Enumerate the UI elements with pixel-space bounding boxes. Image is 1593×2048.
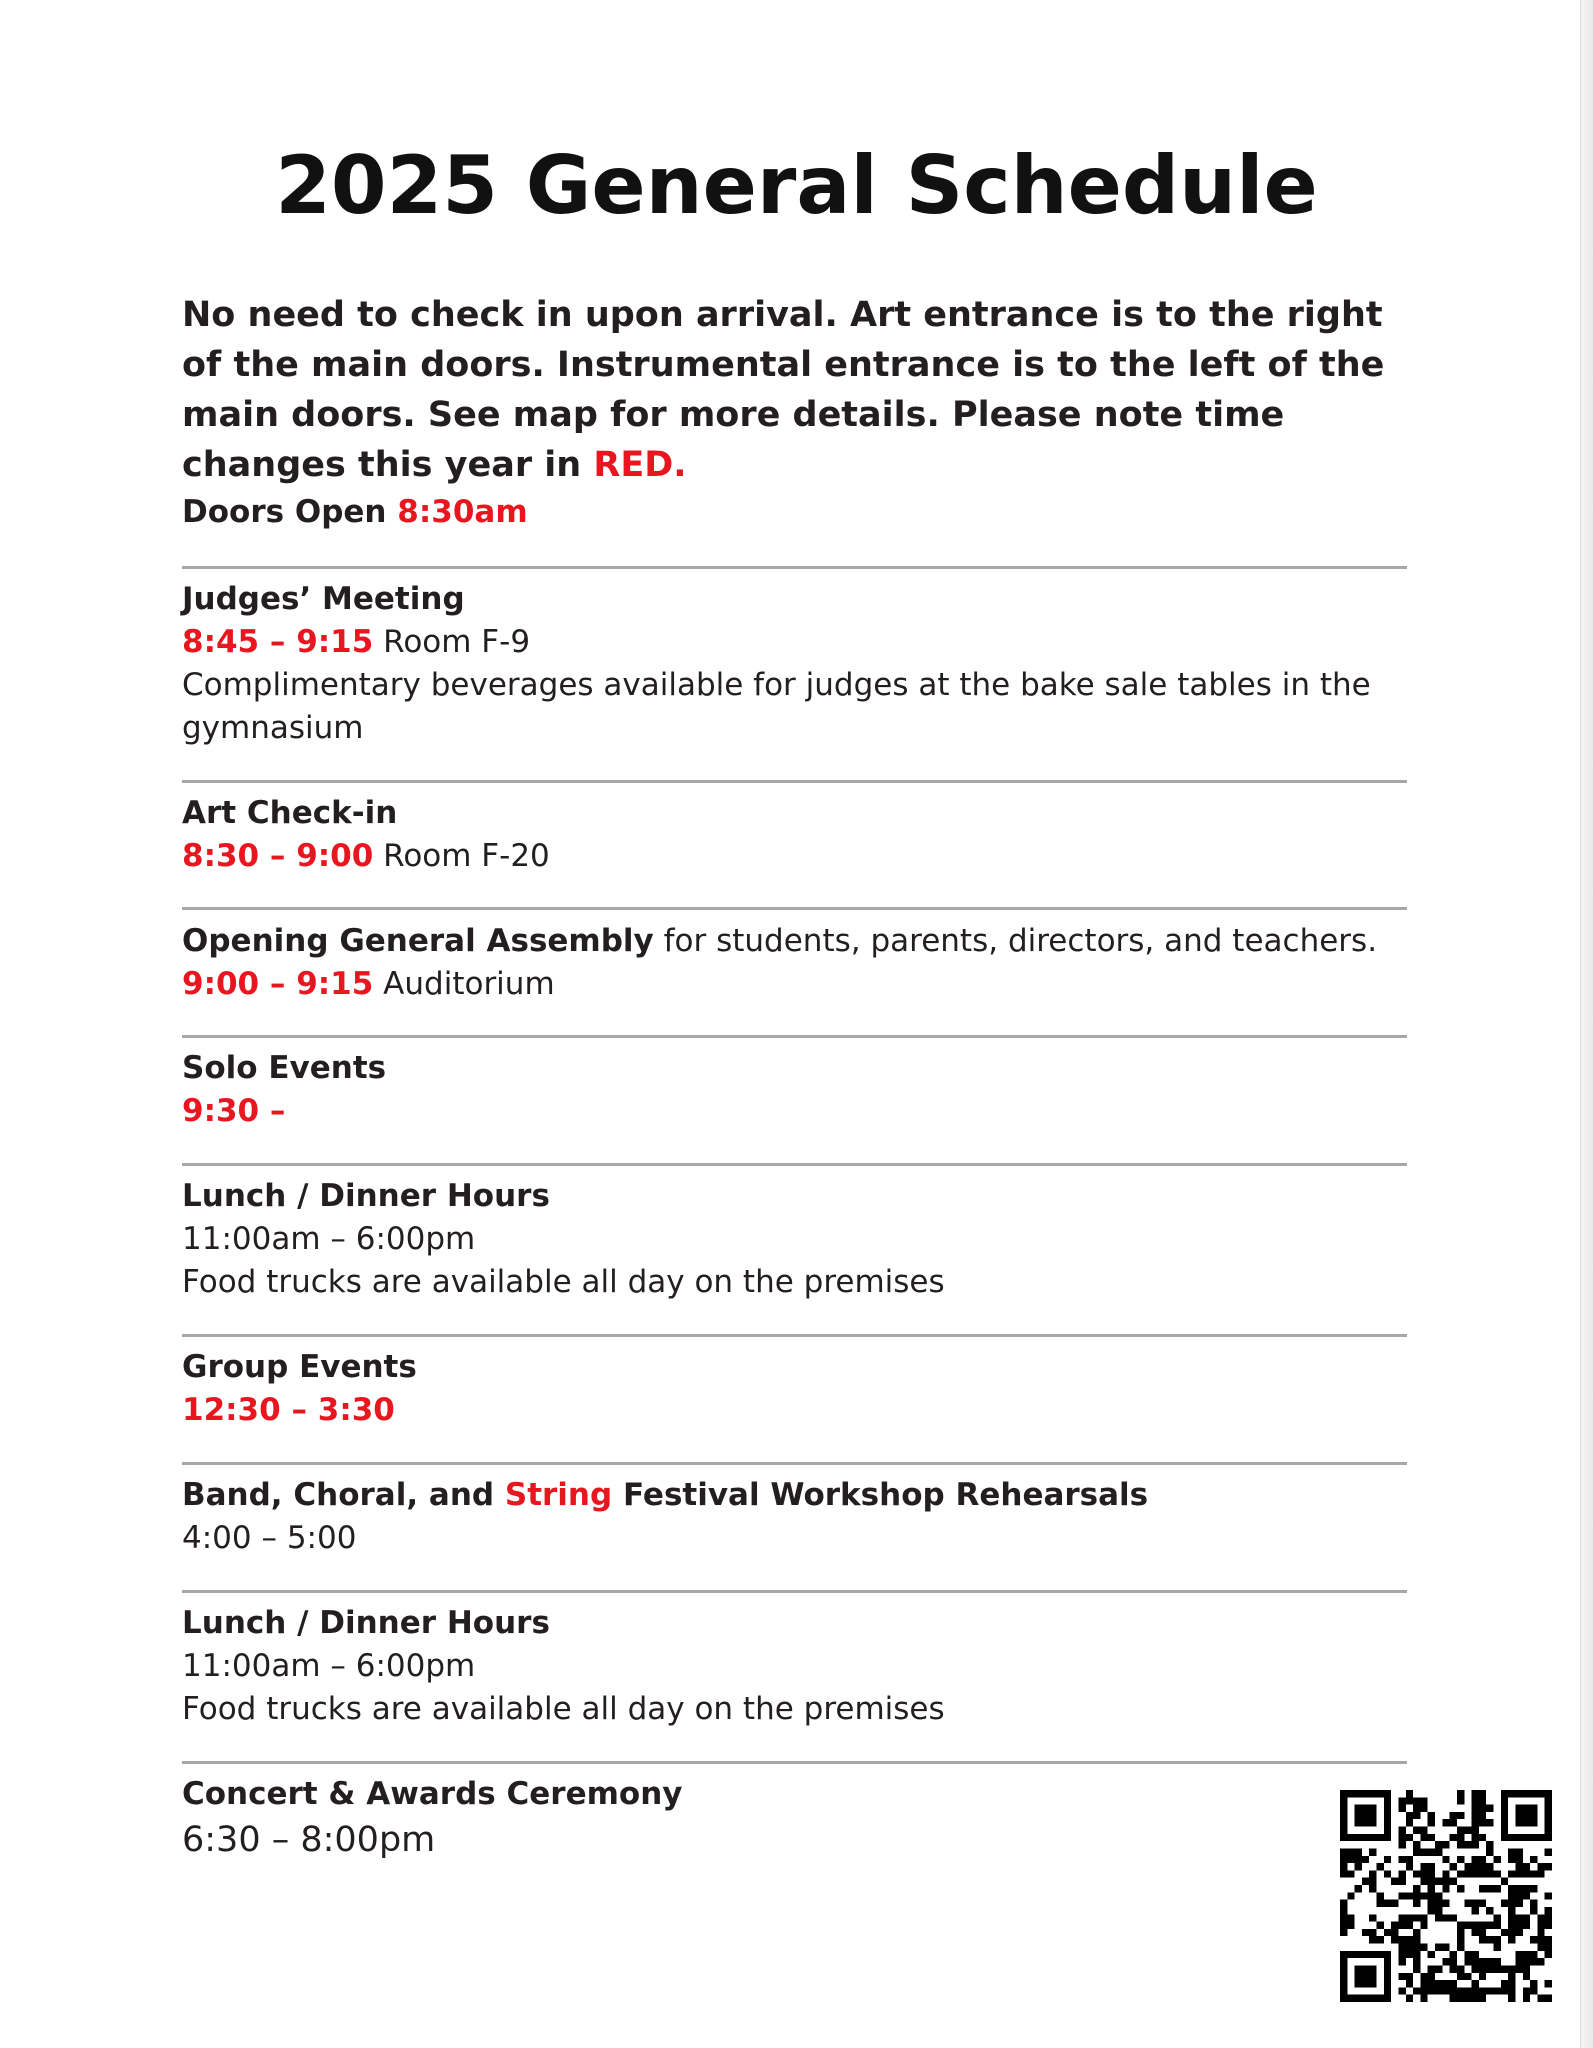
section-concert-awards: [182, 1773, 1407, 1864]
section-time-row: [182, 835, 1407, 878]
divider: [182, 780, 1407, 783]
section-group-events: [182, 1346, 1407, 1432]
section-heading: Concert & Awards Ceremony: [182, 1776, 683, 1812]
section-art-check-in: [182, 792, 1407, 878]
section-time: 8:45 – 9:15: [182, 624, 374, 660]
divider: [182, 1761, 1407, 1764]
section-time: 11:00am – 6:00pm: [182, 1648, 476, 1684]
section-time: 9:30 –: [182, 1093, 286, 1129]
section-judges-meeting: [182, 578, 1407, 750]
section-time: 11:00am – 6:00pm: [182, 1221, 476, 1257]
section-note: Food trucks are available all day on the premises: [182, 1264, 945, 1300]
divider: [182, 1590, 1407, 1593]
section-time-row: [182, 1389, 1407, 1432]
section-heading: Judges’ Meeting: [182, 581, 465, 617]
page-title: 2025 General Schedule: [275, 139, 1318, 232]
doors-time: 8:30am: [397, 494, 528, 530]
section-heading: Lunch / Dinner Hours: [182, 1178, 550, 1214]
section-location: Room F-20: [383, 838, 550, 874]
section-location: Auditorium: [383, 966, 555, 1002]
section-heading: [182, 1474, 1407, 1517]
section-heading-row: [182, 920, 1407, 963]
section-time: 4:00 – 5:00: [182, 1520, 357, 1556]
section-time: 9:00 – 9:15: [182, 966, 374, 1002]
section-heading: Lunch / Dinner Hours: [182, 1605, 550, 1641]
heading-part-b: Festival Workshop Rehearsals: [623, 1477, 1149, 1513]
section-heading: Opening General Assembly: [182, 923, 654, 959]
section-heading-suffix: for students, parents, directors, and teachers.: [663, 923, 1378, 959]
divider: [182, 1334, 1407, 1337]
section-time-row: [182, 1090, 1407, 1133]
intro-paragraph: [182, 290, 1407, 490]
section-time-row: [182, 963, 1407, 1006]
section-note: Complimentary beverages available for judges at the bake sale tables in the gymnasium: [182, 667, 1371, 746]
doors-label: Doors Open: [182, 494, 387, 530]
section-time: 8:30 – 9:00: [182, 838, 374, 874]
section-opening-assembly: [182, 920, 1407, 1006]
divider: [182, 907, 1407, 910]
divider: [182, 1462, 1407, 1465]
section-note: Food trucks are available all day on the premises: [182, 1691, 945, 1727]
section-time: 6:30 – 8:00pm: [182, 1820, 436, 1860]
section-time-row: [182, 621, 1407, 664]
qr-code-icon: [1340, 1790, 1552, 2002]
doors-open: [182, 490, 528, 534]
intro-text: No need to check in upon arrival. Art entrance is to the right of the main doors. Instrumental entrance is to the left of the main doors. See map for more details. Please note time changes this year in: [182, 295, 1385, 485]
section-workshop-rehearsals: [182, 1474, 1407, 1560]
section-lunch-dinner-2: [182, 1602, 1407, 1731]
page-edge: [1580, 0, 1593, 2048]
section-lunch-dinner-1: [182, 1175, 1407, 1304]
divider: [182, 1035, 1407, 1038]
section-heading: Art Check-in: [182, 795, 398, 831]
divider: [182, 1163, 1407, 1166]
section-location: Room F-9: [383, 624, 531, 660]
divider: [182, 566, 1407, 569]
section-time: 12:30 – 3:30: [182, 1392, 395, 1428]
section-heading: Solo Events: [182, 1050, 387, 1086]
section-heading: Group Events: [182, 1349, 417, 1385]
heading-red-word: String: [504, 1477, 613, 1513]
intro-red-word: RED.: [593, 445, 687, 485]
heading-part-a: Band, Choral, and: [182, 1477, 495, 1513]
section-solo-events: [182, 1047, 1407, 1133]
